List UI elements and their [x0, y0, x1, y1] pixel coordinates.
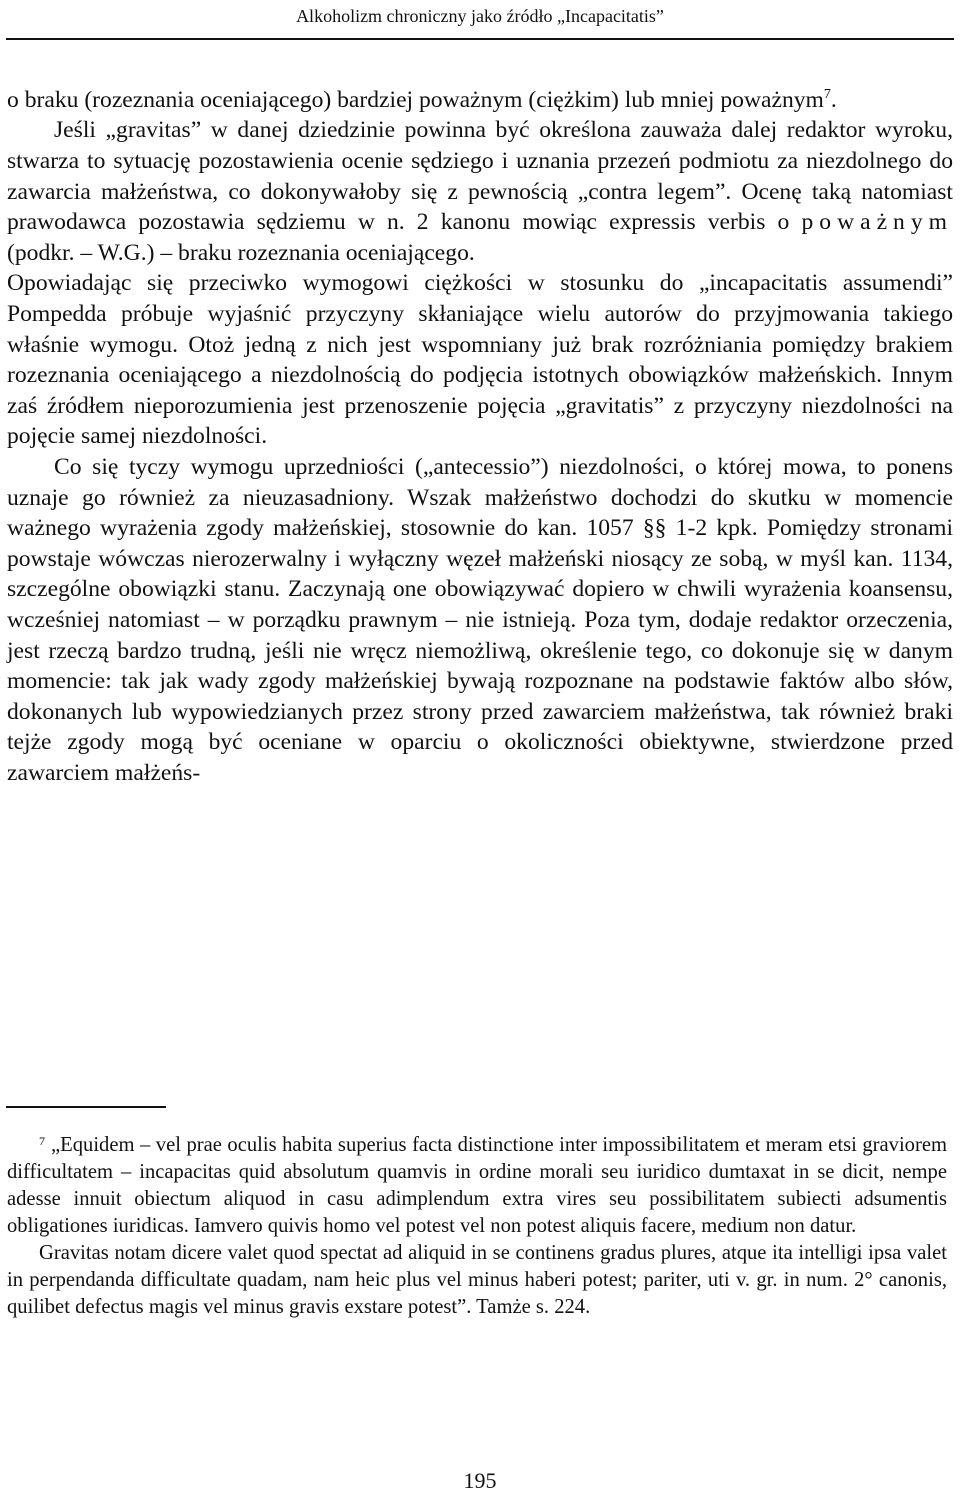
running-title: Alkoholizm chroniczny jako źródło „Incapacitatis”: [296, 6, 664, 26]
paragraph-4-text: Co się tyczy wymogu uprzedniości („antecessio”) niezdolności, o której mowa, to ponens uznaje go również za nieuzasadniony. Wszak małżeństwo dochodzi do skutku w momencie ważnego wyrażenia zgody małżeńskiej, stosownie do kan. 1057 §§ 1-2 kpk. Pomiędzy stronami powstaje wówczas nierozerwalny i wyłączny węzeł małżeński niosący ze sobą, w myśl kan. 1134, szczególne obowiązki stanu. Zaczynają one obowiązywać dopiero w chwili wyrażenia koansensu, wcześniej natomiast – w porządku prawnym – nie istnieją. Poza tym, dodaje redaktor orzeczenia, jest rzeczą bardzo trudną, jeśli nie wręcz niemożliwą, określenie tego, co dokonuje się w danym momencie: tak jak wady zgody małżeńskiej bywają rozpoznane na podstawie faktów albo słów, dokonanych lub wypowiedzianych przez strony przed zawarciem małżeństwa, tak również braki tejże zgody mogą być oceniane w oparciu o okoliczności obiektywne, stwierdzone przed zawarciem małżeńs-: [7, 453, 953, 786]
paragraph-4: [7, 452, 953, 789]
paragraph-2: [7, 115, 953, 268]
footnote-rule: [6, 1106, 166, 1108]
paragraph-1-text: o braku (rozeznania oceniającego) bardziej poważnym (ciężkim) lub mniej poważnym: [7, 86, 824, 113]
footnote-ref-7: 7: [823, 87, 831, 102]
main-text: [7, 80, 953, 789]
footnotes: [7, 1128, 947, 1321]
emphasized-word: poważnym: [801, 209, 953, 236]
paragraph-3-text: Opowiadając się przeciwko wymogowi ciężkości w stosunku do „incapacitatis assumendi” Pompedda próbuje wyjaśnić przyczyny skłaniające wielu autorów do przyjmowania takiego właśnie wymogu. Otoż jedną z nich jest wspomniany już brak rozróżniania pomiędzy brakiem rozeznania oceniającego a niezdolnością do podjęcia istotnych obowiązków małżeńskich. Innym zaś źródłem nieporozumienia jest przenoszenie pojęcia „gravitatis” z przyczyny niezdolności na pojęcie samej niezdolności.: [7, 270, 953, 450]
footnote-7-continued: [7, 1240, 947, 1321]
footnote-7-text-a: „Equidem – vel prae oculis habita superius facta distinctione inter impossibilitatem et meram etsi graviorem difficultatem – incapacitas quid absolutum quamvis in ordine morali seu iuridico dumtaxat in se dicit, nempe adesse innuit obiectum aliquod in casu adimplendum extra vires seu possibilitatem subiecti adsumentis obligationes iuridicas. Iamvero quivis homo vel potest vel non potest aliquis facere, medium non datur.: [7, 1134, 947, 1237]
running-header: [0, 6, 960, 27]
paragraph-1: [7, 80, 953, 115]
footnote-7-mark: 7: [39, 1134, 45, 1148]
paragraph-3: [7, 268, 953, 452]
paragraph-2-text-b: (podkr. – W.G.) – braku rozeznania oceniającego.: [7, 239, 475, 266]
footnote-7-text-b: Gravitas notam dicere valet quod spectat ad aliquid in se continens gradus plures, atque ita intelligi ipsa valet in perpendanda difficultate quadam, nam heic plus vel minus haberi potest; pariter, uti v. gr. in num. 2° canonis, quilibet defectus magis vel minus gravis exstare potest”. Tamże s. 224.: [7, 1242, 947, 1318]
paragraph-1-end: .: [830, 86, 837, 113]
page-number: 195: [463, 1468, 497, 1493]
header-rule: [6, 38, 954, 40]
footnote-7: [7, 1128, 947, 1240]
paragraph-2-text-a: Jeśli „gravitas” w danej dziedzinie powinna być określona zauważa dalej redaktor wyroku, stwarza to sytuację pozostawienia ocenie sędziego i uznania przezeń podmiotu za niezdolnego do zawarcia małżeństwa, co dokonywałoby się z pewnością „contra legem”. Ocenę taką natomiast prawodawca pozostawia sędziemu w n. 2 kanonu mowiąc expressis verbis o: [7, 117, 953, 236]
